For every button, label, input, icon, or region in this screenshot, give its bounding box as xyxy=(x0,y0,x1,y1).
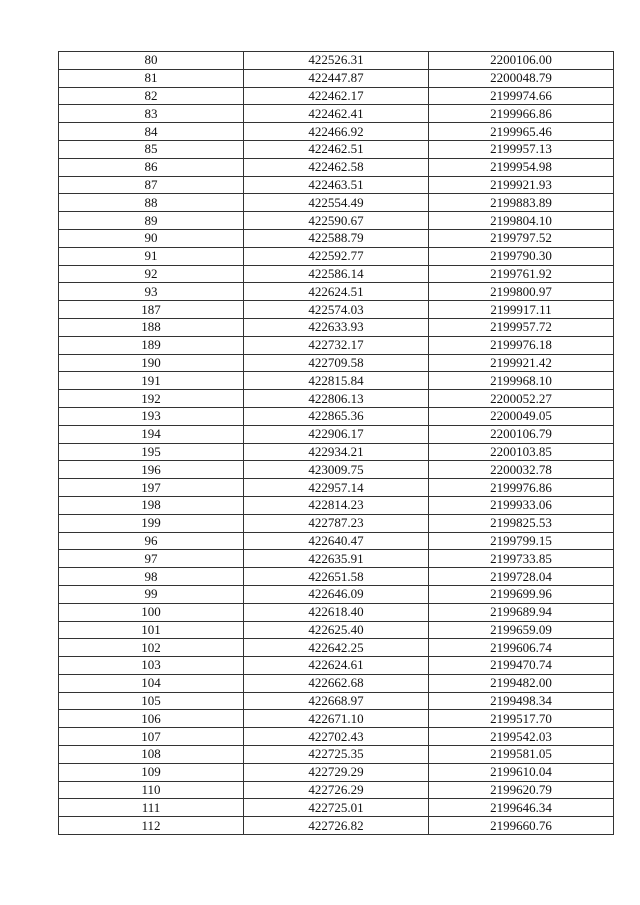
point-number-cell: 196 xyxy=(59,461,244,479)
point-number-cell: 112 xyxy=(59,817,244,835)
table-row xyxy=(59,265,614,283)
table-row xyxy=(59,229,614,247)
y-coordinate-cell: 2199825.53 xyxy=(429,514,614,532)
y-coordinate-cell: 2200103.85 xyxy=(429,443,614,461)
x-coordinate-cell: 422624.51 xyxy=(244,283,429,301)
y-coordinate-cell: 2200052.27 xyxy=(429,390,614,408)
point-number-cell: 90 xyxy=(59,229,244,247)
point-number-cell: 107 xyxy=(59,728,244,746)
x-coordinate-cell: 422787.23 xyxy=(244,514,429,532)
table-row xyxy=(59,354,614,372)
x-coordinate-cell: 422732.17 xyxy=(244,336,429,354)
x-coordinate-cell: 422462.51 xyxy=(244,140,429,158)
y-coordinate-cell: 2199799.15 xyxy=(429,532,614,550)
y-coordinate-cell: 2200106.00 xyxy=(429,52,614,70)
table-row xyxy=(59,105,614,123)
point-number-cell: 87 xyxy=(59,176,244,194)
table-row xyxy=(59,568,614,586)
y-coordinate-cell: 2199976.86 xyxy=(429,479,614,497)
x-coordinate-cell: 422668.97 xyxy=(244,692,429,710)
table-row xyxy=(59,621,614,639)
y-coordinate-cell: 2199917.11 xyxy=(429,301,614,319)
point-number-cell: 188 xyxy=(59,318,244,336)
table-row xyxy=(59,283,614,301)
y-coordinate-cell: 2199470.74 xyxy=(429,657,614,675)
table-row xyxy=(59,728,614,746)
x-coordinate-cell: 422635.91 xyxy=(244,550,429,568)
y-coordinate-cell: 2199954.98 xyxy=(429,158,614,176)
x-coordinate-cell: 422554.49 xyxy=(244,194,429,212)
table-row xyxy=(59,674,614,692)
point-number-cell: 197 xyxy=(59,479,244,497)
table-row xyxy=(59,318,614,336)
point-number-cell: 198 xyxy=(59,496,244,514)
point-number-cell: 91 xyxy=(59,247,244,265)
y-coordinate-cell: 2199728.04 xyxy=(429,568,614,586)
table-row xyxy=(59,550,614,568)
table-row xyxy=(59,194,614,212)
table-row xyxy=(59,52,614,70)
table-row xyxy=(59,746,614,764)
point-number-cell: 191 xyxy=(59,372,244,390)
table-row xyxy=(59,69,614,87)
y-coordinate-cell: 2199968.10 xyxy=(429,372,614,390)
y-coordinate-cell: 2199957.13 xyxy=(429,140,614,158)
y-coordinate-cell: 2199610.04 xyxy=(429,763,614,781)
table-row xyxy=(59,603,614,621)
table-row xyxy=(59,817,614,835)
x-coordinate-cell: 422709.58 xyxy=(244,354,429,372)
y-coordinate-cell: 2199581.05 xyxy=(429,746,614,764)
y-coordinate-cell: 2199790.30 xyxy=(429,247,614,265)
point-number-cell: 84 xyxy=(59,123,244,141)
y-coordinate-cell: 2199804.10 xyxy=(429,212,614,230)
y-coordinate-cell: 2199974.66 xyxy=(429,87,614,105)
y-coordinate-cell: 2199660.76 xyxy=(429,817,614,835)
x-coordinate-cell: 422463.51 xyxy=(244,176,429,194)
x-coordinate-cell: 422462.58 xyxy=(244,158,429,176)
table-row xyxy=(59,87,614,105)
point-number-cell: 103 xyxy=(59,657,244,675)
point-number-cell: 194 xyxy=(59,425,244,443)
x-coordinate-cell: 422462.41 xyxy=(244,105,429,123)
table-row xyxy=(59,336,614,354)
x-coordinate-cell: 422590.67 xyxy=(244,212,429,230)
table-row xyxy=(59,657,614,675)
y-coordinate-cell: 2199498.34 xyxy=(429,692,614,710)
x-coordinate-cell: 422462.17 xyxy=(244,87,429,105)
point-number-cell: 187 xyxy=(59,301,244,319)
table-row xyxy=(59,763,614,781)
table-row xyxy=(59,443,614,461)
table-row xyxy=(59,407,614,425)
point-number-cell: 195 xyxy=(59,443,244,461)
table-row xyxy=(59,496,614,514)
x-coordinate-cell: 422466.92 xyxy=(244,123,429,141)
table-row xyxy=(59,479,614,497)
x-coordinate-cell: 422906.17 xyxy=(244,425,429,443)
table-row xyxy=(59,799,614,817)
table-row xyxy=(59,425,614,443)
x-coordinate-cell: 422624.61 xyxy=(244,657,429,675)
y-coordinate-cell: 2199933.06 xyxy=(429,496,614,514)
y-coordinate-cell: 2199976.18 xyxy=(429,336,614,354)
point-number-cell: 105 xyxy=(59,692,244,710)
point-number-cell: 86 xyxy=(59,158,244,176)
coordinate-table-body xyxy=(59,52,614,835)
x-coordinate-cell: 422725.01 xyxy=(244,799,429,817)
point-number-cell: 110 xyxy=(59,781,244,799)
x-coordinate-cell: 422447.87 xyxy=(244,69,429,87)
y-coordinate-cell: 2199699.96 xyxy=(429,585,614,603)
x-coordinate-cell: 422726.29 xyxy=(244,781,429,799)
x-coordinate-cell: 422592.77 xyxy=(244,247,429,265)
x-coordinate-cell: 422702.43 xyxy=(244,728,429,746)
point-number-cell: 104 xyxy=(59,674,244,692)
x-coordinate-cell: 422646.09 xyxy=(244,585,429,603)
point-number-cell: 101 xyxy=(59,621,244,639)
y-coordinate-cell: 2199957.72 xyxy=(429,318,614,336)
x-coordinate-cell: 422662.68 xyxy=(244,674,429,692)
table-row xyxy=(59,710,614,728)
x-coordinate-cell: 422586.14 xyxy=(244,265,429,283)
point-number-cell: 92 xyxy=(59,265,244,283)
point-number-cell: 96 xyxy=(59,532,244,550)
point-number-cell: 193 xyxy=(59,407,244,425)
table-row xyxy=(59,781,614,799)
table-row xyxy=(59,301,614,319)
x-coordinate-cell: 423009.75 xyxy=(244,461,429,479)
table-row xyxy=(59,514,614,532)
x-coordinate-cell: 422806.13 xyxy=(244,390,429,408)
point-number-cell: 100 xyxy=(59,603,244,621)
coordinate-table xyxy=(58,51,614,835)
y-coordinate-cell: 2199800.97 xyxy=(429,283,614,301)
y-coordinate-cell: 2199620.79 xyxy=(429,781,614,799)
point-number-cell: 111 xyxy=(59,799,244,817)
y-coordinate-cell: 2199797.52 xyxy=(429,229,614,247)
x-coordinate-cell: 422625.40 xyxy=(244,621,429,639)
table-row xyxy=(59,123,614,141)
x-coordinate-cell: 422729.29 xyxy=(244,763,429,781)
y-coordinate-cell: 2199542.03 xyxy=(429,728,614,746)
y-coordinate-cell: 2199883.89 xyxy=(429,194,614,212)
point-number-cell: 189 xyxy=(59,336,244,354)
x-coordinate-cell: 422957.14 xyxy=(244,479,429,497)
x-coordinate-cell: 422651.58 xyxy=(244,568,429,586)
point-number-cell: 190 xyxy=(59,354,244,372)
y-coordinate-cell: 2199482.00 xyxy=(429,674,614,692)
point-number-cell: 102 xyxy=(59,639,244,657)
y-coordinate-cell: 2199965.46 xyxy=(429,123,614,141)
x-coordinate-cell: 422865.36 xyxy=(244,407,429,425)
x-coordinate-cell: 422526.31 xyxy=(244,52,429,70)
point-number-cell: 98 xyxy=(59,568,244,586)
point-number-cell: 85 xyxy=(59,140,244,158)
x-coordinate-cell: 422618.40 xyxy=(244,603,429,621)
table-row xyxy=(59,390,614,408)
table-row xyxy=(59,692,614,710)
table-row xyxy=(59,461,614,479)
table-row xyxy=(59,585,614,603)
point-number-cell: 81 xyxy=(59,69,244,87)
y-coordinate-cell: 2199517.70 xyxy=(429,710,614,728)
x-coordinate-cell: 422725.35 xyxy=(244,746,429,764)
y-coordinate-cell: 2199761.92 xyxy=(429,265,614,283)
table-row xyxy=(59,212,614,230)
y-coordinate-cell: 2200048.79 xyxy=(429,69,614,87)
y-coordinate-cell: 2199646.34 xyxy=(429,799,614,817)
y-coordinate-cell: 2199966.86 xyxy=(429,105,614,123)
point-number-cell: 108 xyxy=(59,746,244,764)
x-coordinate-cell: 422814.23 xyxy=(244,496,429,514)
x-coordinate-cell: 422640.47 xyxy=(244,532,429,550)
point-number-cell: 88 xyxy=(59,194,244,212)
point-number-cell: 192 xyxy=(59,390,244,408)
table-row xyxy=(59,247,614,265)
y-coordinate-cell: 2200032.78 xyxy=(429,461,614,479)
x-coordinate-cell: 422588.79 xyxy=(244,229,429,247)
x-coordinate-cell: 422726.82 xyxy=(244,817,429,835)
table-row xyxy=(59,532,614,550)
y-coordinate-cell: 2200106.79 xyxy=(429,425,614,443)
point-number-cell: 109 xyxy=(59,763,244,781)
point-number-cell: 106 xyxy=(59,710,244,728)
x-coordinate-cell: 422642.25 xyxy=(244,639,429,657)
x-coordinate-cell: 422815.84 xyxy=(244,372,429,390)
point-number-cell: 89 xyxy=(59,212,244,230)
y-coordinate-cell: 2199921.42 xyxy=(429,354,614,372)
point-number-cell: 93 xyxy=(59,283,244,301)
point-number-cell: 99 xyxy=(59,585,244,603)
point-number-cell: 82 xyxy=(59,87,244,105)
table-row xyxy=(59,372,614,390)
x-coordinate-cell: 422633.93 xyxy=(244,318,429,336)
point-number-cell: 83 xyxy=(59,105,244,123)
y-coordinate-cell: 2199921.93 xyxy=(429,176,614,194)
y-coordinate-cell: 2200049.05 xyxy=(429,407,614,425)
table-row xyxy=(59,639,614,657)
table-row xyxy=(59,140,614,158)
point-number-cell: 80 xyxy=(59,52,244,70)
y-coordinate-cell: 2199689.94 xyxy=(429,603,614,621)
point-number-cell: 97 xyxy=(59,550,244,568)
x-coordinate-cell: 422574.03 xyxy=(244,301,429,319)
table-row xyxy=(59,176,614,194)
y-coordinate-cell: 2199659.09 xyxy=(429,621,614,639)
y-coordinate-cell: 2199606.74 xyxy=(429,639,614,657)
point-number-cell: 199 xyxy=(59,514,244,532)
x-coordinate-cell: 422671.10 xyxy=(244,710,429,728)
y-coordinate-cell: 2199733.85 xyxy=(429,550,614,568)
table-row xyxy=(59,158,614,176)
x-coordinate-cell: 422934.21 xyxy=(244,443,429,461)
